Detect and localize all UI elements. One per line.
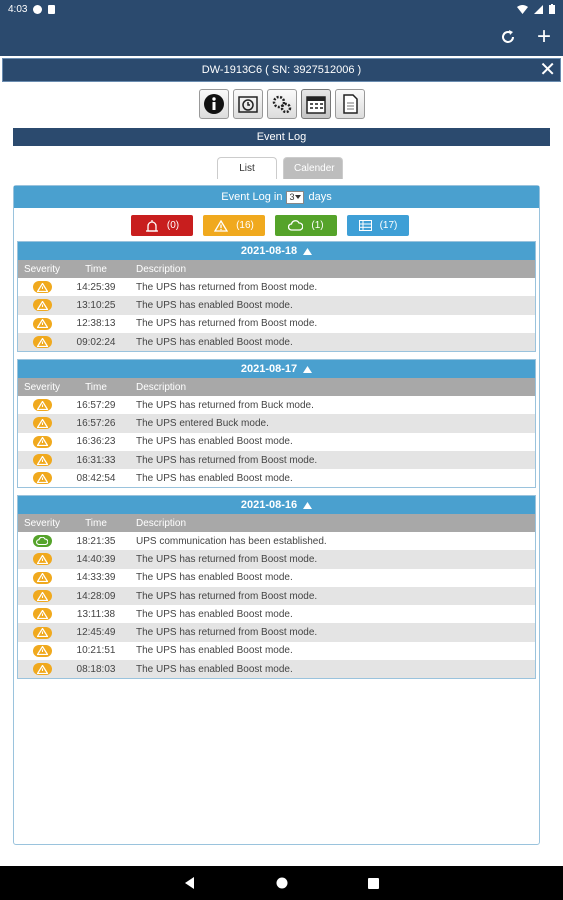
alarm-count: (0) [166,220,180,231]
severity-badge [33,645,52,657]
calendar-icon [305,93,327,115]
report-button[interactable] [335,89,365,119]
days-select[interactable] [286,191,304,204]
event-description: The UPS has returned from Buck mode. [136,399,314,411]
severity-cell [18,572,66,584]
event-row[interactable] [18,605,535,623]
app-bar [0,18,563,56]
warning-icon [37,646,48,655]
view-tabs [217,157,343,179]
cloud-icon [36,537,48,545]
event-description: The UPS has enabled Boost mode. [136,645,293,657]
col-time: Time [85,263,107,275]
event-rows [18,532,535,678]
event-time: 08:42:54 [76,472,116,484]
warning-icon [37,456,48,465]
group-header[interactable] [18,360,535,378]
event-time: 12:38:13 [76,318,116,330]
event-time: 14:25:39 [76,281,116,293]
severity-cell [18,299,66,311]
event-description: The UPS has enabled Boost mode. [136,663,293,675]
add-button[interactable]: + [536,23,551,50]
event-description: The UPS has enabled Boost mode. [136,572,293,584]
severity-cell [18,663,66,675]
chevron-down-icon [295,195,301,199]
tab-list[interactable]: List [217,157,277,179]
event-description: The UPS has enabled Boost mode. [136,608,293,620]
event-time: 16:31:33 [76,454,116,466]
warning-icon [37,474,48,483]
severity-cell [18,590,66,602]
event-row[interactable] [18,333,535,351]
warning-icon [37,319,48,328]
group-date: 2021-08-17 [240,363,298,375]
event-time: 13:10:25 [76,299,116,311]
list-icon [359,220,372,231]
event-row[interactable] [18,278,535,296]
event-time: 14:33:39 [76,572,116,584]
severity-badge [33,590,52,602]
severity-badge [33,454,52,466]
event-description: The UPS has enabled Boost mode. [136,336,293,348]
info-icon [203,93,225,115]
cloud-icon [288,220,303,231]
event-description: The UPS has returned from Boost mode. [136,454,318,466]
info-button[interactable] [199,89,229,119]
event-time: 16:36:23 [76,436,116,448]
severity-badge [33,281,52,293]
event-time: 14:40:39 [76,553,116,565]
severity-badge [33,608,52,620]
close-icon[interactable]: ✕ [539,59,556,81]
warning-count: (16) [236,220,254,231]
signal-icon [534,5,543,14]
warning-icon [37,283,48,292]
severity-cell [18,417,66,429]
settings-button[interactable] [267,89,297,119]
column-header [18,260,535,278]
event-rows [18,278,535,351]
event-description: The UPS entered Buck mode. [136,417,269,429]
warning-icon [37,573,48,582]
chevron-up-icon [303,502,312,509]
col-description: Description [136,263,187,275]
event-time: 16:57:29 [76,399,116,411]
device-toolbar [199,89,365,119]
event-description: The UPS has returned from Boost mode. [136,318,318,330]
warning-icon [37,610,48,619]
severity-cell [18,436,66,448]
group-header[interactable] [18,242,535,260]
warning-icon [214,220,228,232]
alarm-icon [145,220,159,232]
warning-icon [37,338,48,347]
severity-badge [33,572,52,584]
status-bar [0,0,563,18]
col-description: Description [136,517,187,529]
range-suffix: days [308,191,332,203]
event-row[interactable] [18,532,535,550]
severity-cell [18,336,66,348]
home-icon[interactable] [276,877,288,889]
severity-cell [18,399,66,411]
device-header [2,58,561,82]
warning-icon [37,401,48,410]
gears-icon [271,93,293,115]
column-header [18,378,535,396]
refresh-button[interactable] [497,26,519,48]
event-row[interactable] [18,623,535,641]
event-row[interactable] [18,587,535,605]
status-time: 4:03 [8,3,28,15]
device-title: DW-1913C6 ( SN: 3927512006 ) [201,64,362,76]
event-time: 18:21:35 [76,535,116,547]
schedule-button[interactable] [233,89,263,119]
event-group [17,359,536,488]
severity-badge [33,336,52,348]
event-row[interactable] [18,396,535,414]
event-group [17,495,536,679]
alarm-filter-button[interactable] [131,215,193,236]
warning-icon [37,665,48,674]
severity-badge [33,553,52,565]
event-group [17,241,536,352]
refresh-icon [500,29,516,45]
back-icon[interactable] [184,877,196,889]
group-date: 2021-08-16 [240,499,298,511]
system-nav-bar [0,866,563,900]
event-rows [18,396,535,487]
severity-badge [33,318,52,330]
severity-cell [18,318,66,330]
clock-settings-icon [237,93,259,115]
section-title: Event Log [13,128,550,146]
event-time: 16:57:26 [76,417,116,429]
event-row[interactable] [18,433,535,451]
warning-filter-button[interactable] [203,215,265,236]
warning-icon [37,437,48,446]
warning-icon [37,628,48,637]
range-prefix: Event Log in [221,191,283,203]
group-date: 2021-08-18 [240,245,298,257]
severity-badge [33,399,52,411]
event-time: 13:11:38 [76,608,116,620]
event-row[interactable] [18,660,535,678]
severity-cell [18,454,66,466]
severity-cell [18,553,66,565]
notification-icon [33,5,42,14]
col-severity: Severity [23,263,61,275]
severity-badge [33,535,52,547]
event-log-panel [13,185,540,845]
col-severity: Severity [23,381,61,393]
event-row[interactable] [18,569,535,587]
warning-icon [37,592,48,601]
info-filter-button[interactable] [275,215,337,236]
event-row[interactable] [18,469,535,487]
event-description: The UPS has enabled Boost mode. [136,472,293,484]
event-row[interactable] [18,315,535,333]
sim-icon [48,5,55,14]
chevron-up-icon [303,248,312,255]
event-row[interactable] [18,642,535,660]
warning-icon [37,301,48,310]
all-filter-button[interactable] [347,215,409,236]
event-log-button[interactable] [301,89,331,119]
col-time: Time [85,517,107,529]
event-row[interactable] [18,414,535,432]
tab-calendar[interactable]: Calender [283,157,343,179]
wifi-icon [517,5,528,14]
days-value: 3 [289,192,295,202]
warning-icon [37,555,48,564]
col-description: Description [136,381,187,393]
event-description: The UPS has returned from Boost mode. [136,590,318,602]
event-time: 09:02:24 [76,336,116,348]
severity-badge [33,627,52,639]
event-description: The UPS has returned from Boost mode. [136,627,318,639]
event-row[interactable] [18,550,535,568]
severity-cell [18,535,66,547]
event-time: 14:28:09 [76,590,116,602]
battery-icon [549,4,555,14]
event-description: The UPS has returned from Boost mode. [136,281,318,293]
event-row[interactable] [18,296,535,314]
event-description: The UPS has enabled Boost mode. [136,436,293,448]
severity-badge [33,417,52,429]
event-log-range [14,186,539,208]
event-description: The UPS has returned from Boost mode. [136,553,318,565]
col-severity: Severity [23,517,61,529]
all-count: (17) [379,220,398,231]
document-icon [339,93,361,115]
event-time: 12:45:49 [76,627,116,639]
recents-icon[interactable] [368,878,379,889]
event-row[interactable] [18,451,535,469]
warning-icon [37,419,48,428]
severity-badge [33,299,52,311]
severity-cell [18,281,66,293]
event-description: UPS communication has been established. [136,535,327,547]
column-header [18,514,535,532]
info-count: (1) [311,220,324,231]
severity-cell [18,608,66,620]
severity-cell [18,627,66,639]
severity-badge [33,663,52,675]
severity-cell [18,472,66,484]
event-description: The UPS has enabled Boost mode. [136,299,293,311]
severity-badge [33,472,52,484]
event-time: 08:18:03 [76,663,116,675]
group-header[interactable] [18,496,535,514]
severity-filters [131,215,409,236]
severity-badge [33,436,52,448]
col-time: Time [85,381,107,393]
severity-cell [18,645,66,657]
chevron-up-icon [303,366,312,373]
event-time: 10:21:51 [76,645,116,657]
